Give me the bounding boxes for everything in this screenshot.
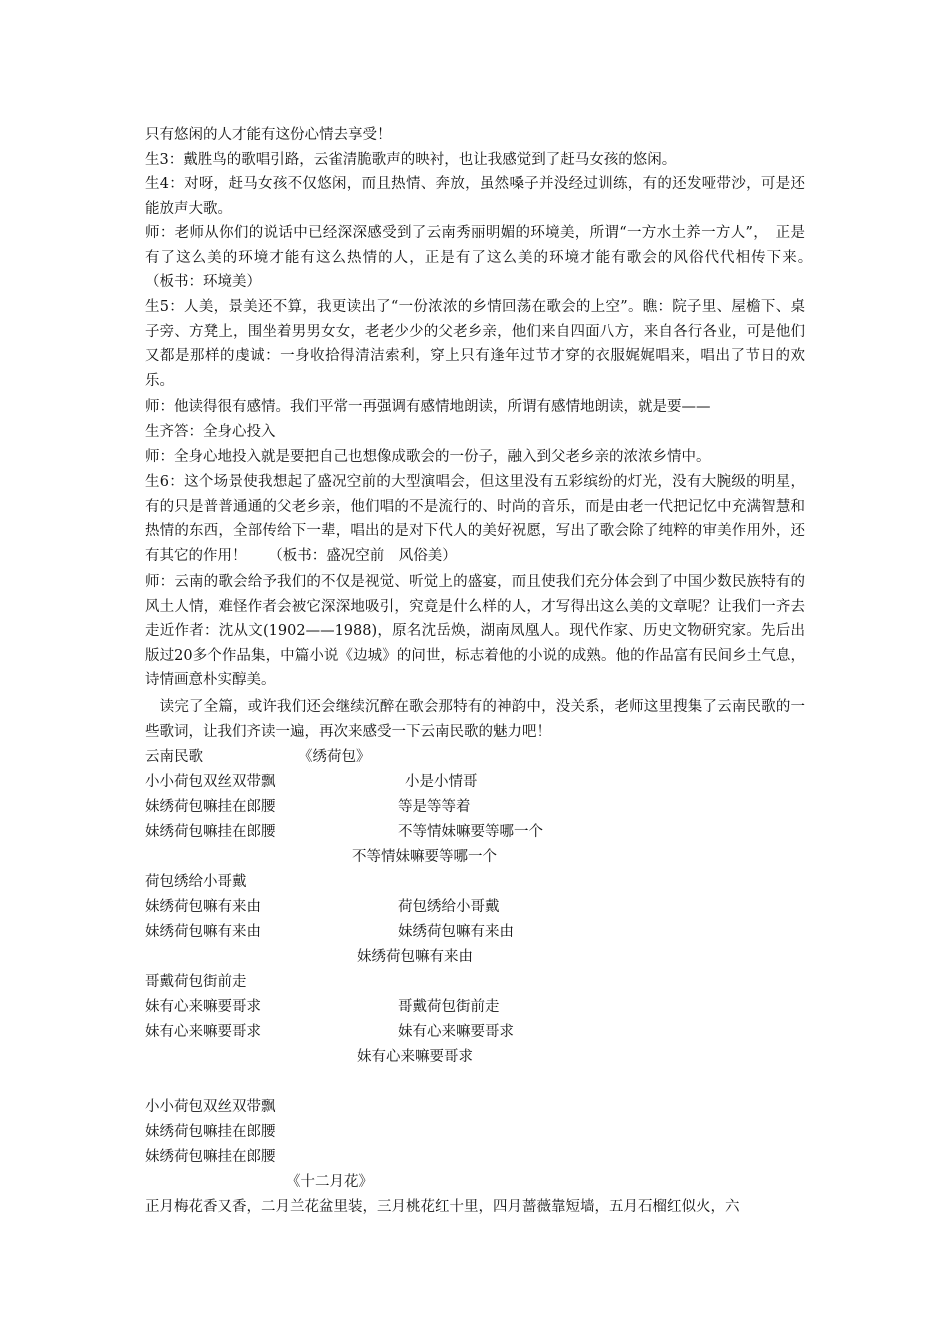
lyric-line: 妹有心来嘛要哥求: [145, 1024, 261, 1040]
lyric-line: 妹绣荷包嘛挂在郎腰: [145, 1124, 276, 1140]
lyric-line: 妹绣荷包嘛有来由: [145, 924, 261, 940]
song-title: 《绣荷包》: [298, 749, 371, 765]
lyric-line: 小小荷包双丝双带飘: [145, 1099, 276, 1115]
lyric-line: 小小荷包双丝双带飘: [145, 774, 276, 790]
paragraph: 生6：这个场景使我想起了盛况空前的大型演唱会，但这里没有五彩缤纷的灯光，没有大腕级的明星，有的只是普普通通的父老乡亲，他们唱的不是流行的、时尚的音乐，而是由老一代把记忆中充满智慧和热情的东西，全部传给下一辈，唱出的是对下代人的美好祝愿，写出了歌会除了纯粹的审美作用外，还有其它的作用！ （板书：盛况空前 风俗美）: [145, 474, 805, 564]
lyric-line: 不等情妹嘛要等哪一个: [398, 824, 543, 840]
song-text: 正月梅花香又香，二月兰花盆里装，三月桃花红十里，四月蔷薇靠短墙，五月石榴红似火，六: [145, 1199, 740, 1215]
lyric-line: 妹有心来嘛要哥求: [398, 1024, 514, 1040]
lyric-line: 妹绣荷包嘛有来由: [357, 949, 473, 965]
paragraph: 生4：对呀，赶马女孩不仅悠闲，而且热情、奔放，虽然嗓子并没经过训练，有的还发哑带沙，可是还能放声大歌。: [145, 176, 805, 217]
lyric-line: 妹绣荷包嘛挂在郎腰: [145, 824, 276, 840]
paragraph: 师：老师从你们的说话中已经深深感受到了云南秀丽明媚的环境美，所谓“一方水土养一方人”， 正是有了这么美的环境才能有这么热情的人，正是有了这么美的环境才能有歌会的风俗代代相传下来。 （板书：环境美）: [145, 225, 921, 290]
lyric-line: 荷包绣给小哥戴: [145, 874, 247, 890]
song-title: 《十二月花》: [286, 1174, 373, 1190]
paragraph: 师：全身心地投入就是要把自己也想像成歌会的一份子，融入到父老乡亲的浓浓乡情中。: [145, 449, 711, 465]
lyric-line: 等是等等着: [398, 799, 471, 815]
lyric-line: 哥戴荷包街前走: [398, 999, 500, 1015]
lyric-line: 荷包绣给小哥戴: [398, 899, 500, 915]
paragraph: 只有悠闲的人才能有这份心情去享受！: [145, 127, 392, 143]
lyric-line: 妹有心来嘛要哥求: [145, 999, 261, 1015]
lyric-line: 小是小情哥: [405, 774, 478, 790]
paragraph: 生齐答：全身心投入: [145, 424, 276, 440]
lyric-line: 妹绣荷包嘛挂在郎腰: [145, 1149, 276, 1165]
lyric-line: 妹有心来嘛要哥求: [357, 1049, 473, 1065]
paragraph: 生3：戴胜鸟的歌唱引路，云雀清脆歌声的映衬，也让我感觉到了赶马女孩的悠闲。: [145, 152, 677, 168]
lyric-line: 妹绣荷包嘛有来由: [145, 899, 261, 915]
lyric-line: 妹绣荷包嘛有来由: [398, 924, 514, 940]
lyric-line: 哥戴荷包街前走: [145, 974, 247, 990]
paragraph: 生5：人美，景美还不算，我更读出了“一份浓浓的乡情回荡在歌会的上空”。瞧：院子里、屋檐下、桌子旁、方凳上，围坐着男男女女，老老少少的父老乡亲，他们来自四面八方，来自各行各业，可是他们又都是那样的虔诚：一身收拾得清洁索利，穿上只有逢年过节才穿的衣服娓娓唱来，唱出了节日的欢乐。: [145, 299, 805, 389]
paragraph: 师：云南的歌会给予我们的不仅是视觉、听觉上的盛宴，而且使我们充分体会到了中国少数民族特有的风土人情，难怪作者会被它深深地吸引，究竟是什么样的人，才写得出这么美的文章呢？让我们一齐去走近作者：沈从文(1902——1988)，原名沈岳焕，湖南凤凰人。现代作家、历史文物研究家。先后出版过20多个作品集，中篇小说《边城》的问世，标志着他的小说的成熟。他的作品富有民间乡土气息，诗情画意朴实醇美。: [145, 574, 805, 688]
song-header: 云南民歌: [145, 749, 203, 765]
lyric-line: 不等情妹嘛要等哪一个: [352, 849, 497, 865]
lyric-line: 妹绣荷包嘛挂在郎腰: [145, 799, 276, 815]
paragraph: 读完了全篇，或许我们还会继续沉醉在歌会那特有的神韵中，没关系，老师这里搜集了云南民歌的一些歌词，让我们齐读一遍，再次来感受一下云南民歌的魅力吧！: [145, 699, 805, 740]
paragraph: 师：他读得很有感情。我们平常一再强调有感情地朗读，所谓有感情地朗读，就是要——: [145, 399, 711, 415]
